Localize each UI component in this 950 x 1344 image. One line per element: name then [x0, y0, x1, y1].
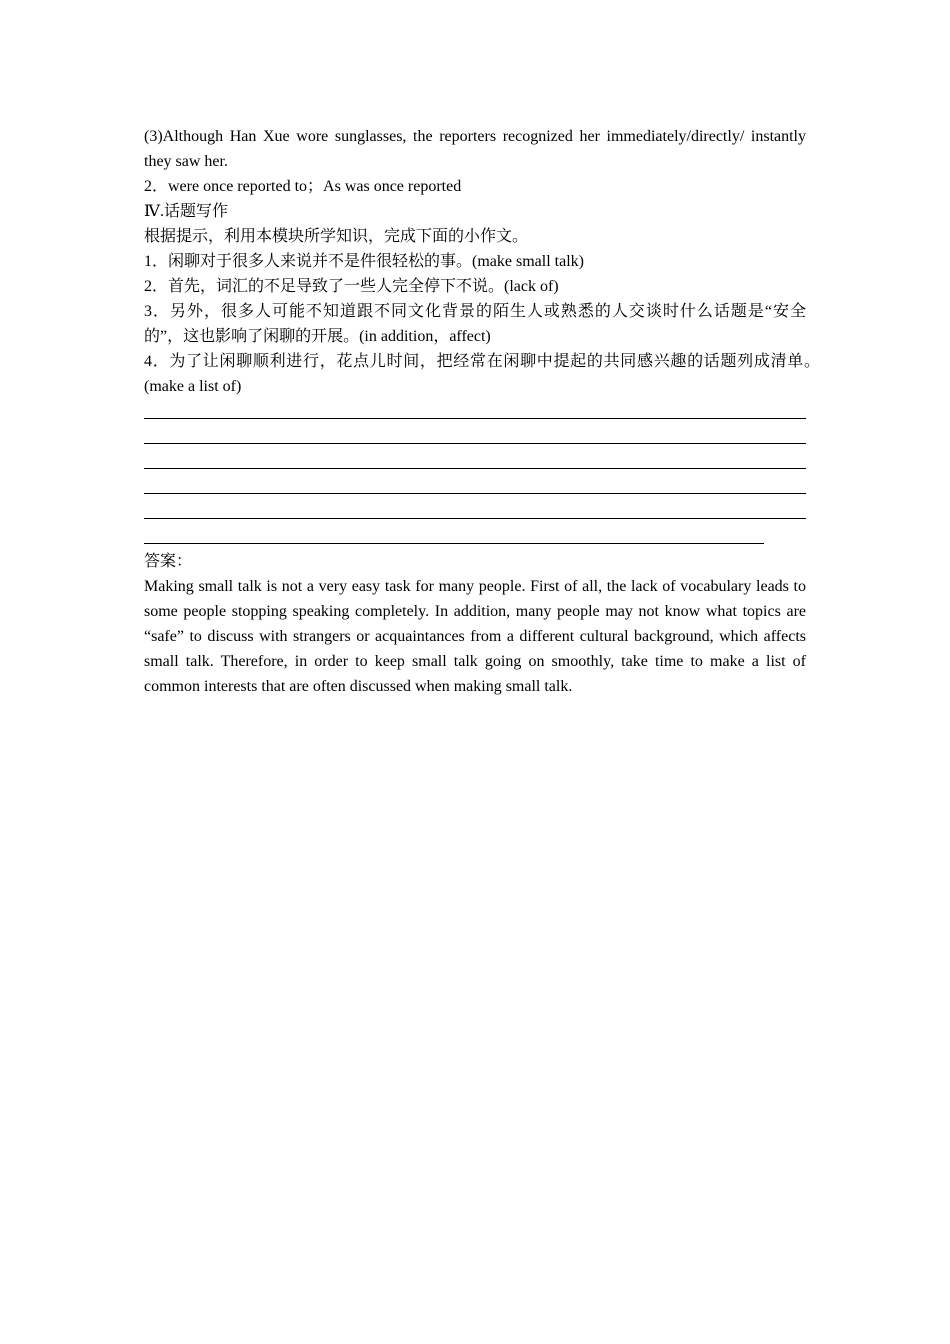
prompt-2: 2．首先，词汇的不足导致了一些人完全停下不说。(lack of)	[144, 278, 559, 295]
writing-line-3	[144, 449, 806, 474]
prompt-1: 1．闲聊对于很多人来说并不是件很轻松的事。(make small talk)	[144, 253, 584, 270]
writing-line-4	[144, 474, 806, 499]
writing-line-2	[144, 424, 806, 449]
prompt-3: 3．另外，很多人可能不知道跟不同文化背景的陌生人或熟悉的人交谈时什么话题是“安全的”，这也影响了闲聊的开展。(in addition，affect)	[144, 303, 806, 345]
answer-item-2: 2．were once reported to；As was once reported	[144, 178, 462, 195]
instruction-text: 根据提示，利用本模块所学知识，完成下面的小作文。	[144, 228, 529, 245]
answer-label: 答案：	[144, 553, 193, 570]
document-page	[144, 124, 820, 699]
prompt-4: 4．为了让闲聊顺利进行，花点儿时间，把经常在闲聊中提起的共同感兴趣的话题列成清单。(make a list of)	[144, 353, 820, 395]
section-heading: Ⅳ.话题写作	[144, 203, 228, 220]
model-answer: Making small talk is not a very easy task for many people. First of all, the lack of vocabulary leads to some people stopping speaking completely. In addition, many people may not know what topics are “safe” to discuss with strangers or acquaintances from a different cultural background, which affects small talk. Therefore, in order to keep small talk going on smoothly, take time to make a list of common interests that are often discussed when making small talk.	[144, 578, 806, 695]
answer-item-3: (3)Although Han Xue wore sunglasses, the reporters recognized her immediately/directly/ instantly they saw her.	[144, 128, 806, 170]
writing-line-6	[144, 524, 806, 549]
writing-line-5	[144, 499, 806, 524]
writing-line-1	[144, 399, 806, 424]
